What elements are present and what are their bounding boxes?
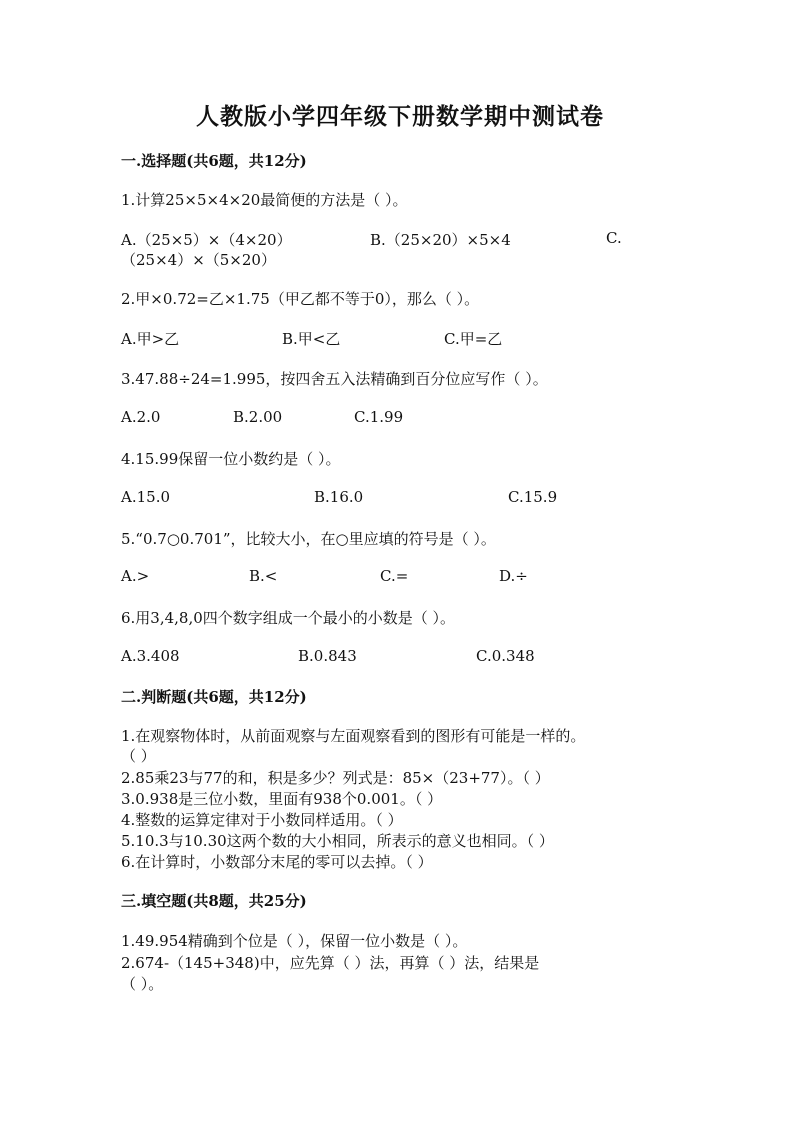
option-a: A.15.0: [121, 488, 170, 506]
option-b: B.16.0: [314, 488, 364, 506]
option-c: C.甲=乙: [444, 330, 503, 348]
judgment-item: 5.10.3与10.30这两个数的大小相同，所表示的意义也相同。（ ）: [121, 832, 554, 850]
option-d: D.÷: [499, 567, 528, 585]
judgment-item: 3.0.938是三位小数，里面有938个0.001。（ ）: [121, 790, 443, 808]
page-title: 人教版小学四年级下册数学期中测试卷: [196, 103, 604, 130]
option-a: A.甲>乙: [121, 330, 180, 348]
option-c: C.1.99: [354, 408, 404, 426]
option-b: B.（25×20）×5×4: [370, 231, 511, 249]
option-a: A.3.408: [121, 647, 180, 665]
judgment-item: 4.整数的运算定律对于小数同样适用。（ ）: [121, 811, 403, 829]
judgment-item: 6.在计算时，小数部分末尾的零可以去掉。（ ）: [121, 853, 433, 871]
option-c: C.: [606, 229, 622, 247]
option-b: B.<: [249, 567, 278, 585]
section-heading-fill-blank: 三.填空题(共8题，共25分): [121, 892, 307, 910]
fill-blank-item-continued: （ ）。: [121, 975, 164, 993]
question-text: 2.甲×0.72=乙×1.75（甲乙都不等于0），那么（ ）。: [121, 290, 480, 308]
option-b: B.2.00: [233, 408, 283, 426]
fill-blank-item: 1.49.954精确到个位是（ ），保留一位小数是（ ）。: [121, 932, 468, 950]
question-text: 5.“0.7○0.701”，比较大小，在○里应填的符号是（ ）。: [121, 530, 496, 548]
option-a: A.（25×5）×（4×20）: [121, 231, 292, 249]
question-text: 4.15.99保留一位小数约是（ ）。: [121, 450, 341, 468]
fill-blank-item: 2.674-（145+348)中，应先算（ ）法，再算（ ）法，结果是: [121, 954, 540, 972]
option-c-continued: （25×4）×（5×20）: [121, 251, 276, 269]
option-a: A.2.0: [121, 408, 161, 426]
section-heading-judgment: 二.判断题(共6题，共12分): [121, 688, 307, 706]
judgment-item: 1.在观察物体时，从前面观察与左面观察看到的图形有可能是一样的。: [121, 727, 586, 745]
judgment-item: 2.85乘23与77的和，积是多少？列式是：85×（23+77）。（ ）: [121, 769, 550, 787]
option-b: B.甲<乙: [282, 330, 341, 348]
question-text: 1.计算25×5×4×20最简便的方法是（ ）。: [121, 191, 408, 209]
option-c: C.15.9: [508, 488, 558, 506]
option-a: A.>: [121, 567, 150, 585]
option-c: C.0.348: [476, 647, 535, 665]
question-text: 6.用3,4,8,0四个数字组成一个最小的小数是（ ）。: [121, 609, 456, 627]
question-text: 3.47.88÷24=1.995，按四舍五入法精确到百分位应写作（ ）。: [121, 370, 548, 388]
option-c: C.=: [380, 567, 409, 585]
judgment-item-continued: （ ）: [121, 747, 156, 765]
option-b: B.0.843: [298, 647, 357, 665]
section-heading-choice: 一.选择题(共6题，共12分): [121, 152, 307, 170]
